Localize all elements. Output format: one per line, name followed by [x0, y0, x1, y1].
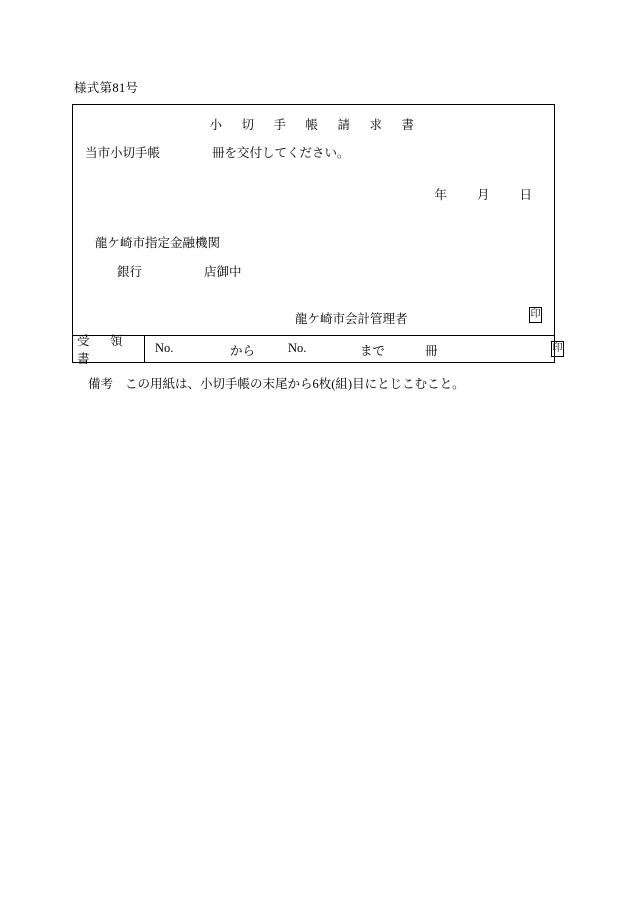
receipt-no-from-label: No.: [155, 341, 174, 355]
date-month-label: 月: [476, 188, 490, 202]
designated-financial-institution: 龍ケ崎市指定金融機関: [95, 236, 221, 250]
bank-label: 銀行: [117, 265, 143, 279]
receipt-to-label: まで: [360, 344, 386, 358]
request-form-box: [72, 104, 555, 336]
receipt-label: 受 領 書: [73, 336, 145, 362]
signer-title: 龍ケ崎市会計管理者: [295, 312, 408, 326]
date-day-label: 日: [519, 188, 532, 202]
form-number: 様式第81号: [74, 81, 139, 95]
issue-request-line: [85, 143, 350, 161]
receipt-fields: [145, 336, 554, 362]
branch-label: 店御中: [204, 265, 242, 279]
receipt-count-unit: 冊: [425, 344, 438, 358]
issue-request-suffix: 冊を交付してください。: [212, 146, 350, 160]
note-label: 備考: [88, 377, 114, 391]
issue-request-prefix: 当市小切手帳: [85, 146, 161, 160]
document-title: 小 切 手 帳 請 求 書: [209, 118, 418, 132]
receipt-from-label: から: [230, 344, 256, 358]
receipt-row: [72, 334, 555, 366]
date-year-label: 年: [434, 188, 447, 202]
bank-branch-line: [117, 262, 242, 280]
date-line: [434, 185, 532, 203]
note-text: この用紙は、小切手帳の末尾から6枚(組)目にとじこむこと。: [125, 377, 465, 391]
seal-stamp-icon: 印: [529, 307, 542, 323]
receipt-seal-stamp-icon: 印: [551, 341, 564, 357]
receipt-no-to-label: No.: [288, 341, 307, 355]
note-line: [88, 374, 465, 392]
